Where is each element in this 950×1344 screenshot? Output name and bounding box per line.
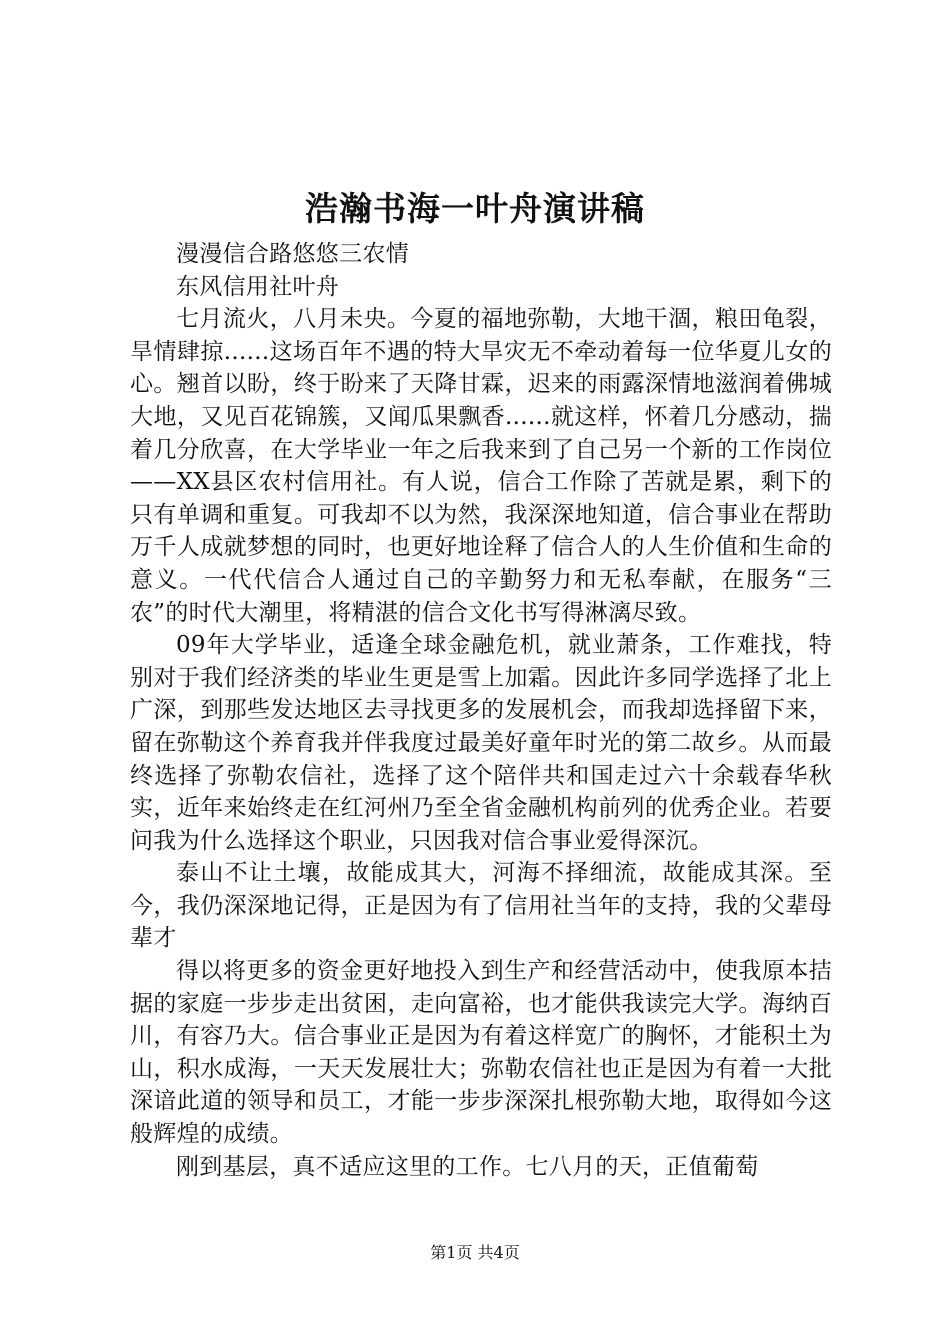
page-footer: 第1页 共4页 [430,1243,520,1262]
body-paragraph: 刚到基层，真不适应这里的工作。七八月的天，正值葡萄 [176,1153,759,1180]
body-paragraph: 得以将更多的资金更好地投入到生产和经营活动中，使我原本拮据的家庭一步步走出贫困，走向富裕，也才能供我读完大学。海纳百川，有容乃大。信合事业正是因为有着这样宽广的胸怀，才能积土为山，积水成海，一天天发展壮大；弥勒农信社也正是因为有着一大批深谙此道的领导和员工，才能一步步深深扎根弥勒大地，取得如今这般辉煌的成绩。 [130,958,832,1148]
body-paragraph: 泰山不让土壤，故能成其大，河海不择细流，故能成其深。至今，我仍深深地记得，正是因为有了信用社当年的支持，我的父辈母辈才 [130,860,832,952]
body-paragraph-subtitle: 漫漫信合路悠悠三农情 [176,241,409,267]
body-paragraph: 七月流火，八月未央。今夏的福地弥勒，大地干涸，粮田龟裂，旱情肆掠......这场百年不遇的特大旱灾无不牵动着每一位华夏儿女的心。翘首以盼，终于盼来了天降甘霖，迟来的雨露深情地滋润着佛城大地，又见百花锦簇，又闻瓜果飘香......就这样，怀着几分感动，揣着几分欣喜，在大学毕业一年之后我来到了自己另一个新的工作岗位——XX县区农村信用社。有人说，信合工作除了苦就是累，剩下的只有单调和重复。可我却不以为然，我深深地知道，信合事业在帮助万千人成就梦想的同时，也更好地诠释了信合人的人生价值和生命的意义。一代代信合人通过自己的辛勤努力和无私奉献，在服务“三农”的时代大潮里，将精湛的信合文化书写得淋漓尽致。 [130,306,832,626]
body-paragraph: 09年大学毕业，适逢全球金融危机，就业萧条，工作难找，特别对于我们经济类的毕业生更是雪上加霜。因此许多同学选择了北上广深，到那些发达地区去寻找更多的发展机会，而我却选择留下来，留在弥勒这个养育我并伴我度过最美好童年时光的第二故乡。从而最终选择了弥勒农信社，选择了这个陪伴共和国走过六十余载春华秋实，近年来始终走在红河州乃至全省金融机构前列的优秀企业。若要问我为什么选择这个职业，只因我对信合事业爱得深沉。 [130,632,832,854]
document-body [130,238,832,1183]
document-title: 浩瀚书海一叶舟演讲稿 [305,189,645,228]
body-paragraph-author: 东风信用社叶舟 [176,273,340,300]
